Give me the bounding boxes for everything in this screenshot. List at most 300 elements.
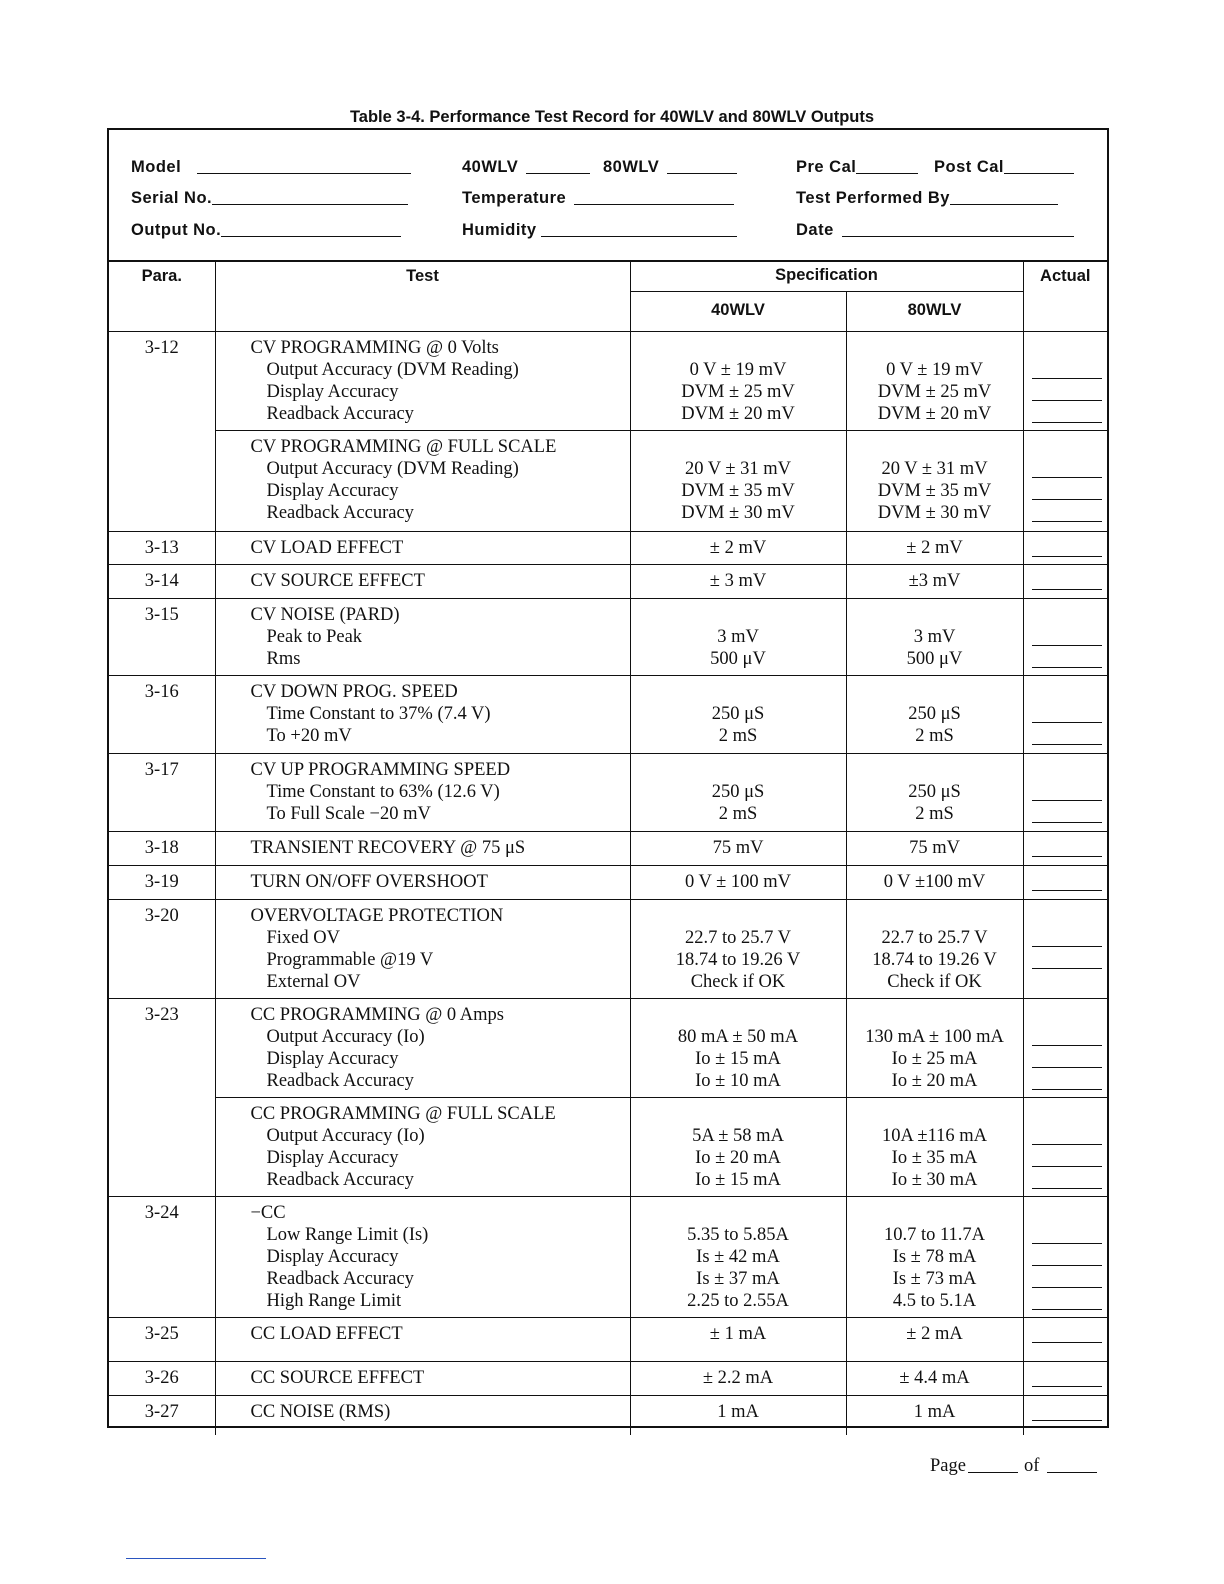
actual-entry bbox=[1024, 1169, 1108, 1191]
spec-40wlv-cell bbox=[630, 1362, 846, 1396]
spec-spacer bbox=[631, 681, 846, 703]
output-field[interactable]: Output No. bbox=[131, 221, 401, 240]
actual-blank[interactable] bbox=[1032, 744, 1102, 745]
spec-value: ± 4.4 mA bbox=[899, 1368, 970, 1388]
test-record-frame bbox=[107, 128, 1109, 1428]
spec-40wlv-cell bbox=[630, 900, 846, 999]
spec-value: DVM ± 20 mV bbox=[681, 404, 795, 424]
actual-entry bbox=[1024, 403, 1108, 425]
test-name: CC NOISE (RMS) bbox=[250, 1402, 391, 1422]
actual-entry bbox=[1024, 626, 1108, 648]
actual-entry bbox=[1024, 1401, 1108, 1423]
spec-value: DVM ± 25 mV bbox=[681, 382, 795, 402]
column-header-test: Test bbox=[215, 261, 630, 332]
table-row bbox=[109, 532, 1107, 565]
column-header-actual: Actual bbox=[1023, 261, 1107, 332]
spec-80wlv-cell bbox=[846, 1197, 1023, 1318]
spec-value: 10.7 to 11.7A bbox=[883, 1225, 986, 1245]
actual-cell bbox=[1023, 1318, 1107, 1362]
spec-spacer bbox=[631, 905, 846, 927]
para-cell: 3-24 bbox=[109, 1197, 215, 1318]
spec-value: 75 mV bbox=[909, 838, 960, 858]
actual-entry bbox=[1024, 537, 1108, 559]
actual-cell bbox=[1023, 866, 1107, 900]
para-cell bbox=[109, 1098, 215, 1197]
actual-cell bbox=[1023, 565, 1107, 599]
actual-blank[interactable] bbox=[1032, 499, 1102, 500]
test-group-title: CV PROGRAMMING @ FULL SCALE bbox=[250, 437, 557, 457]
spec-40wlv-cell bbox=[630, 1396, 846, 1435]
test-cell bbox=[215, 1396, 630, 1435]
spec-value: Io ± 10 mA bbox=[695, 1071, 781, 1091]
test-cell bbox=[215, 1197, 630, 1318]
spec-value: ± 2 mV bbox=[709, 538, 767, 558]
spec-value: Io ± 35 mA bbox=[891, 1148, 978, 1168]
spec-value: ± 2.2 mA bbox=[702, 1368, 774, 1388]
spec-40wlv-cell bbox=[630, 532, 846, 565]
actual-entry bbox=[1024, 1268, 1108, 1290]
spec-80wlv-cell bbox=[846, 431, 1023, 532]
spec-spacer bbox=[631, 604, 846, 626]
spec-spacer bbox=[631, 1202, 846, 1224]
actual-entry bbox=[1024, 436, 1108, 458]
actual-blank[interactable] bbox=[1032, 556, 1102, 557]
spec-40wlv-cell bbox=[630, 832, 846, 866]
actual-entry bbox=[1024, 1103, 1108, 1125]
page-label: Page bbox=[930, 1456, 966, 1476]
actual-blank[interactable] bbox=[1032, 822, 1102, 823]
spec-value: Check if OK bbox=[690, 972, 786, 992]
test-item: Display Accuracy bbox=[266, 481, 399, 501]
spec-value: Is ± 42 mA bbox=[696, 1247, 780, 1267]
test-cell bbox=[215, 999, 630, 1098]
test-name: CC SOURCE EFFECT bbox=[250, 1368, 425, 1388]
test-group-title: −CC bbox=[250, 1203, 286, 1223]
test-item: Rms bbox=[266, 649, 301, 669]
actual-blank[interactable] bbox=[1032, 1089, 1102, 1090]
spec-value: 3 mV bbox=[913, 627, 956, 647]
actual-entry bbox=[1024, 1367, 1108, 1389]
actual-entry bbox=[1024, 381, 1108, 403]
actual-entry bbox=[1024, 1246, 1108, 1268]
actual-blank[interactable] bbox=[1032, 1265, 1102, 1266]
spec-value: 250 μS bbox=[711, 704, 765, 724]
spec-spacer bbox=[847, 1004, 1023, 1026]
spec-spacer bbox=[847, 1202, 1023, 1224]
test-item: Output Accuracy (DVM Reading) bbox=[266, 459, 519, 479]
spec-value: 4.5 to 5.1A bbox=[892, 1291, 977, 1311]
test-cell bbox=[215, 599, 630, 676]
actual-blank[interactable] bbox=[1032, 1166, 1102, 1167]
actual-entry bbox=[1024, 1004, 1108, 1026]
actual-entry bbox=[1024, 837, 1108, 859]
spec-value: DVM ± 35 mV bbox=[877, 481, 992, 501]
spec-80wlv-cell bbox=[846, 754, 1023, 832]
spec-value: 0 V ± 100 mV bbox=[684, 872, 792, 892]
test-item: Peak to Peak bbox=[266, 627, 363, 647]
table-row bbox=[109, 999, 1107, 1098]
test-group-title: OVERVOLTAGE PROTECTION bbox=[250, 906, 504, 926]
table-row bbox=[109, 431, 1107, 532]
spec-value: Io ± 25 mA bbox=[891, 1049, 978, 1069]
spec-80wlv-cell bbox=[846, 1098, 1023, 1197]
actual-blank[interactable] bbox=[1032, 856, 1102, 857]
actual-blank[interactable] bbox=[1032, 1188, 1102, 1189]
test-item: Display Accuracy bbox=[266, 382, 399, 402]
test-item: High Range Limit bbox=[266, 1291, 402, 1311]
spec-value: Io ± 15 mA bbox=[695, 1170, 781, 1190]
spec-value: 20 V ± 31 mV bbox=[881, 459, 988, 479]
spec-spacer bbox=[847, 1103, 1023, 1125]
actual-blank[interactable] bbox=[1032, 667, 1102, 668]
test-item: Display Accuracy bbox=[266, 1247, 399, 1267]
actual-entry bbox=[1024, 502, 1108, 524]
actual-blank[interactable] bbox=[1032, 1420, 1102, 1421]
test-cell bbox=[215, 1362, 630, 1396]
para-cell: 3-27 bbox=[109, 1396, 215, 1435]
page-number-blank[interactable] bbox=[968, 1472, 1018, 1473]
test-item: Readback Accuracy bbox=[266, 1071, 414, 1091]
spec-spacer bbox=[847, 604, 1023, 626]
performed-by-field[interactable]: Test Performed By bbox=[796, 189, 1058, 208]
actual-entry bbox=[1024, 949, 1108, 971]
spec-value: 0 V ± 19 mV bbox=[886, 360, 983, 380]
actual-blank[interactable] bbox=[1032, 1386, 1102, 1387]
actual-entry bbox=[1024, 1048, 1108, 1070]
actual-entry bbox=[1024, 337, 1108, 359]
table-row bbox=[109, 1362, 1107, 1396]
spec-value: Is ± 78 mA bbox=[892, 1247, 977, 1267]
test-cell bbox=[215, 676, 630, 754]
spec-value: 2 mS bbox=[915, 726, 954, 746]
record-header bbox=[109, 130, 1107, 262]
test-group-title: CC PROGRAMMING @ FULL SCALE bbox=[250, 1104, 556, 1124]
table-row bbox=[109, 1318, 1107, 1362]
test-item: Output Accuracy (DVM Reading) bbox=[266, 360, 519, 380]
actual-entry bbox=[1024, 570, 1108, 592]
test-item: External OV bbox=[266, 972, 361, 992]
test-item: Low Range Limit (Is) bbox=[266, 1225, 429, 1245]
actual-blank[interactable] bbox=[1032, 645, 1102, 646]
spec-value: Is ± 73 mA bbox=[892, 1269, 977, 1289]
test-group-title: CC PROGRAMMING @ 0 Amps bbox=[250, 1005, 504, 1025]
table-body bbox=[109, 332, 1107, 1435]
test-group-title: CV DOWN PROG. SPEED bbox=[250, 682, 458, 702]
spec-spacer bbox=[631, 1103, 846, 1125]
actual-entry bbox=[1024, 1070, 1108, 1092]
spec-spacer bbox=[631, 436, 846, 458]
actual-blank[interactable] bbox=[1032, 521, 1102, 522]
table-row bbox=[109, 1197, 1107, 1318]
model-field[interactable]: Model bbox=[131, 158, 411, 177]
spec-value: Io ± 15 mA bbox=[695, 1049, 781, 1069]
para-cell: 3-18 bbox=[109, 832, 215, 866]
model40-field[interactable]: 40WLV bbox=[462, 158, 590, 177]
page-number-field bbox=[930, 1456, 1103, 1477]
spec-value: DVM ± 30 mV bbox=[681, 503, 795, 523]
test-item: Readback Accuracy bbox=[266, 1269, 414, 1289]
actual-cell bbox=[1023, 431, 1107, 532]
spec-80wlv-cell bbox=[846, 676, 1023, 754]
actual-entry bbox=[1024, 458, 1108, 480]
spec-spacer bbox=[847, 436, 1023, 458]
actual-blank[interactable] bbox=[1032, 722, 1102, 723]
spec-value: 250 μS bbox=[908, 704, 961, 724]
actual-entry bbox=[1024, 1125, 1108, 1147]
actual-entry bbox=[1024, 480, 1108, 502]
model80-field[interactable]: 80WLV bbox=[603, 158, 737, 177]
spec-spacer bbox=[847, 337, 1023, 359]
spec-spacer bbox=[847, 681, 1023, 703]
actual-blank[interactable] bbox=[1032, 1045, 1102, 1046]
actual-blank[interactable] bbox=[1032, 890, 1102, 891]
spec-value: 250 μS bbox=[711, 782, 765, 802]
spec-80wlv-cell bbox=[846, 1362, 1023, 1396]
actual-blank[interactable] bbox=[1032, 1243, 1102, 1244]
footnote-rule bbox=[126, 1558, 266, 1559]
actual-entry bbox=[1024, 927, 1108, 949]
actual-entry bbox=[1024, 604, 1108, 626]
date-field[interactable]: Date bbox=[796, 221, 1074, 240]
actual-entry bbox=[1024, 1290, 1108, 1312]
actual-entry bbox=[1024, 1026, 1108, 1048]
actual-blank[interactable] bbox=[1032, 1309, 1102, 1310]
test-group-title: CV NOISE (PARD) bbox=[250, 605, 400, 625]
table-row bbox=[109, 1396, 1107, 1435]
actual-entry bbox=[1024, 725, 1108, 747]
spec-value: 1 mA bbox=[717, 1402, 759, 1422]
spec-value: 5.35 to 5.85A bbox=[687, 1225, 789, 1245]
test-cell bbox=[215, 332, 630, 431]
test-group-title: CV UP PROGRAMMING SPEED bbox=[250, 760, 511, 780]
test-item: Programmable @19 V bbox=[266, 950, 434, 970]
test-name: TURN ON/OFF OVERSHOOT bbox=[250, 872, 488, 892]
actual-blank[interactable] bbox=[1032, 1287, 1102, 1288]
column-header-specification: Specification bbox=[630, 261, 1023, 292]
spec-value: DVM ± 30 mV bbox=[877, 503, 992, 523]
spec-value: DVM ± 25 mV bbox=[877, 382, 992, 402]
spec-value: 75 mV bbox=[712, 838, 764, 858]
of-label: of bbox=[1023, 1456, 1040, 1476]
table-row bbox=[109, 832, 1107, 866]
spec-spacer bbox=[847, 759, 1023, 781]
spec-value: ±3 mV bbox=[908, 571, 961, 591]
actual-cell bbox=[1023, 1362, 1107, 1396]
spec-value: ± 3 mV bbox=[709, 571, 767, 591]
spec-value: 500 μV bbox=[906, 649, 963, 669]
test-cell bbox=[215, 565, 630, 599]
spec-80wlv-cell bbox=[846, 599, 1023, 676]
test-item: Time Constant to 63% (12.6 V) bbox=[266, 782, 500, 802]
spec-value: ± 2 mA bbox=[906, 1324, 963, 1344]
test-name: CC LOAD EFFECT bbox=[250, 1324, 403, 1344]
test-name: TRANSIENT RECOVERY @ 75 μS bbox=[250, 838, 526, 858]
actual-blank[interactable] bbox=[1032, 378, 1102, 379]
para-cell: 3-13 bbox=[109, 532, 215, 565]
test-item: To Full Scale −20 mV bbox=[266, 804, 431, 824]
spec-spacer bbox=[631, 337, 846, 359]
spec-value: Io ± 20 mA bbox=[695, 1148, 781, 1168]
test-cell bbox=[215, 866, 630, 900]
spec-value: 20 V ± 31 mV bbox=[684, 459, 792, 479]
actual-cell bbox=[1023, 1396, 1107, 1435]
test-item: Fixed OV bbox=[266, 928, 340, 948]
actual-entry bbox=[1024, 1202, 1108, 1224]
spec-40wlv-cell bbox=[630, 676, 846, 754]
test-item: To +20 mV bbox=[266, 726, 352, 746]
spec-40wlv-cell bbox=[630, 431, 846, 532]
spec-80wlv-cell bbox=[846, 532, 1023, 565]
para-cell: 3-16 bbox=[109, 676, 215, 754]
spec-value: 0 V ± 19 mV bbox=[689, 360, 787, 380]
test-cell bbox=[215, 1098, 630, 1197]
actual-blank[interactable] bbox=[1032, 477, 1102, 478]
spec-value: DVM ± 35 mV bbox=[681, 481, 795, 501]
table-row bbox=[109, 599, 1107, 676]
spec-value: Is ± 37 mA bbox=[696, 1269, 780, 1289]
spec-value: 10A ±116 mA bbox=[881, 1126, 988, 1146]
test-name: CV LOAD EFFECT bbox=[250, 538, 404, 558]
spec-value: Io ± 20 mA bbox=[891, 1071, 978, 1091]
spec-value: ± 2 mV bbox=[906, 538, 963, 558]
actual-cell bbox=[1023, 1197, 1107, 1318]
actual-entry bbox=[1024, 1224, 1108, 1246]
para-cell: 3-14 bbox=[109, 565, 215, 599]
spec-40wlv-cell bbox=[630, 754, 846, 832]
spec-80wlv-cell bbox=[846, 565, 1023, 599]
spec-80wlv-cell bbox=[846, 832, 1023, 866]
spec-value: 5A ± 58 mA bbox=[692, 1126, 784, 1146]
actual-entry bbox=[1024, 703, 1108, 725]
test-item: Display Accuracy bbox=[266, 1049, 399, 1069]
actual-entry bbox=[1024, 781, 1108, 803]
spec-value: 2.25 to 2.55A bbox=[687, 1291, 789, 1311]
page-total-blank[interactable] bbox=[1047, 1472, 1097, 1473]
actual-entry bbox=[1024, 1147, 1108, 1169]
actual-blank[interactable] bbox=[1032, 422, 1102, 423]
spec-40wlv-cell bbox=[630, 565, 846, 599]
actual-cell bbox=[1023, 900, 1107, 999]
spec-40wlv-cell bbox=[630, 1318, 846, 1362]
postcal-field[interactable]: Post Cal bbox=[934, 158, 1074, 177]
table-row bbox=[109, 900, 1107, 999]
table-row bbox=[109, 1098, 1107, 1197]
test-cell bbox=[215, 431, 630, 532]
actual-cell bbox=[1023, 676, 1107, 754]
test-cell bbox=[215, 1318, 630, 1362]
actual-entry bbox=[1024, 1323, 1108, 1345]
table-title: Table 3-4. Performance Test Record for 40WLV and 80WLV Outputs bbox=[349, 108, 875, 126]
spec-value: Io ± 30 mA bbox=[891, 1170, 978, 1190]
spec-value: 0 V ±100 mV bbox=[883, 872, 986, 892]
spec-40wlv-cell bbox=[630, 1098, 846, 1197]
spec-80wlv-cell bbox=[846, 1318, 1023, 1362]
spec-value: 250 μS bbox=[908, 782, 961, 802]
spec-value: ± 1 mA bbox=[709, 1324, 767, 1344]
actual-cell bbox=[1023, 999, 1107, 1098]
spec-value: Check if OK bbox=[887, 972, 982, 992]
spec-value: 22.7 to 25.7 V bbox=[881, 928, 988, 948]
spec-value: 2 mS bbox=[718, 804, 758, 824]
actual-blank[interactable] bbox=[1032, 589, 1102, 590]
actual-blank[interactable] bbox=[1032, 946, 1102, 947]
actual-blank[interactable] bbox=[1032, 968, 1102, 969]
test-item: Readback Accuracy bbox=[266, 404, 414, 424]
para-cell: 3-17 bbox=[109, 754, 215, 832]
actual-blank[interactable] bbox=[1032, 1067, 1102, 1068]
actual-blank[interactable] bbox=[1032, 1144, 1102, 1145]
spec-value: 80 mA ± 50 mA bbox=[677, 1027, 799, 1047]
column-header-spec-80wlv: 80WLV bbox=[846, 292, 1023, 332]
actual-blank[interactable] bbox=[1032, 400, 1102, 401]
spec-value: 2 mS bbox=[718, 726, 758, 746]
spec-40wlv-cell bbox=[630, 1197, 846, 1318]
actual-cell bbox=[1023, 832, 1107, 866]
humidity-field[interactable]: Humidity bbox=[462, 221, 737, 240]
column-header-para: Para. bbox=[109, 261, 215, 332]
actual-blank[interactable] bbox=[1032, 1342, 1102, 1343]
spec-value: 3 mV bbox=[717, 627, 759, 647]
test-group-title: CV PROGRAMMING @ 0 Volts bbox=[250, 338, 499, 358]
test-item: Time Constant to 37% (7.4 V) bbox=[266, 704, 491, 724]
table-row bbox=[109, 332, 1107, 431]
actual-cell bbox=[1023, 754, 1107, 832]
precal-field[interactable]: Pre Cal bbox=[796, 158, 918, 177]
spec-40wlv-cell bbox=[630, 999, 846, 1098]
spec-value: 18.74 to 19.26 V bbox=[872, 950, 997, 970]
actual-blank[interactable] bbox=[1032, 800, 1102, 801]
serial-field[interactable]: Serial No. bbox=[131, 189, 408, 208]
spec-value: 18.74 to 19.26 V bbox=[675, 950, 801, 970]
actual-entry bbox=[1024, 905, 1108, 927]
actual-entry bbox=[1024, 648, 1108, 670]
column-header-spec-40wlv: 40WLV bbox=[630, 292, 846, 332]
test-cell bbox=[215, 532, 630, 565]
para-cell: 3-26 bbox=[109, 1362, 215, 1396]
spec-80wlv-cell bbox=[846, 999, 1023, 1098]
actual-cell bbox=[1023, 1098, 1107, 1197]
spec-spacer bbox=[631, 759, 846, 781]
test-name: CV SOURCE EFFECT bbox=[250, 571, 425, 591]
test-item: Display Accuracy bbox=[266, 1148, 399, 1168]
actual-cell bbox=[1023, 332, 1107, 431]
test-item: Readback Accuracy bbox=[266, 503, 414, 523]
spec-80wlv-cell bbox=[846, 1396, 1023, 1435]
spec-value: 1 mA bbox=[913, 1402, 956, 1422]
spec-80wlv-cell bbox=[846, 866, 1023, 900]
actual-entry bbox=[1024, 871, 1108, 893]
actual-entry bbox=[1024, 681, 1108, 703]
test-cell bbox=[215, 900, 630, 999]
para-cell: 3-23 bbox=[109, 999, 215, 1098]
spec-value: 130 mA ± 100 mA bbox=[865, 1027, 1004, 1047]
actual-entry bbox=[1024, 971, 1108, 993]
test-item: Output Accuracy (Io) bbox=[266, 1126, 425, 1146]
temperature-field[interactable]: Temperature bbox=[462, 189, 734, 208]
test-cell bbox=[215, 754, 630, 832]
actual-entry bbox=[1024, 803, 1108, 825]
spec-80wlv-cell bbox=[846, 900, 1023, 999]
table-row bbox=[109, 676, 1107, 754]
para-cell bbox=[109, 431, 215, 532]
table-row bbox=[109, 754, 1107, 832]
spec-spacer bbox=[847, 905, 1023, 927]
para-cell: 3-15 bbox=[109, 599, 215, 676]
spec-40wlv-cell bbox=[630, 332, 846, 431]
spec-40wlv-cell bbox=[630, 599, 846, 676]
para-cell: 3-25 bbox=[109, 1318, 215, 1362]
spec-value: 500 μV bbox=[710, 649, 766, 669]
